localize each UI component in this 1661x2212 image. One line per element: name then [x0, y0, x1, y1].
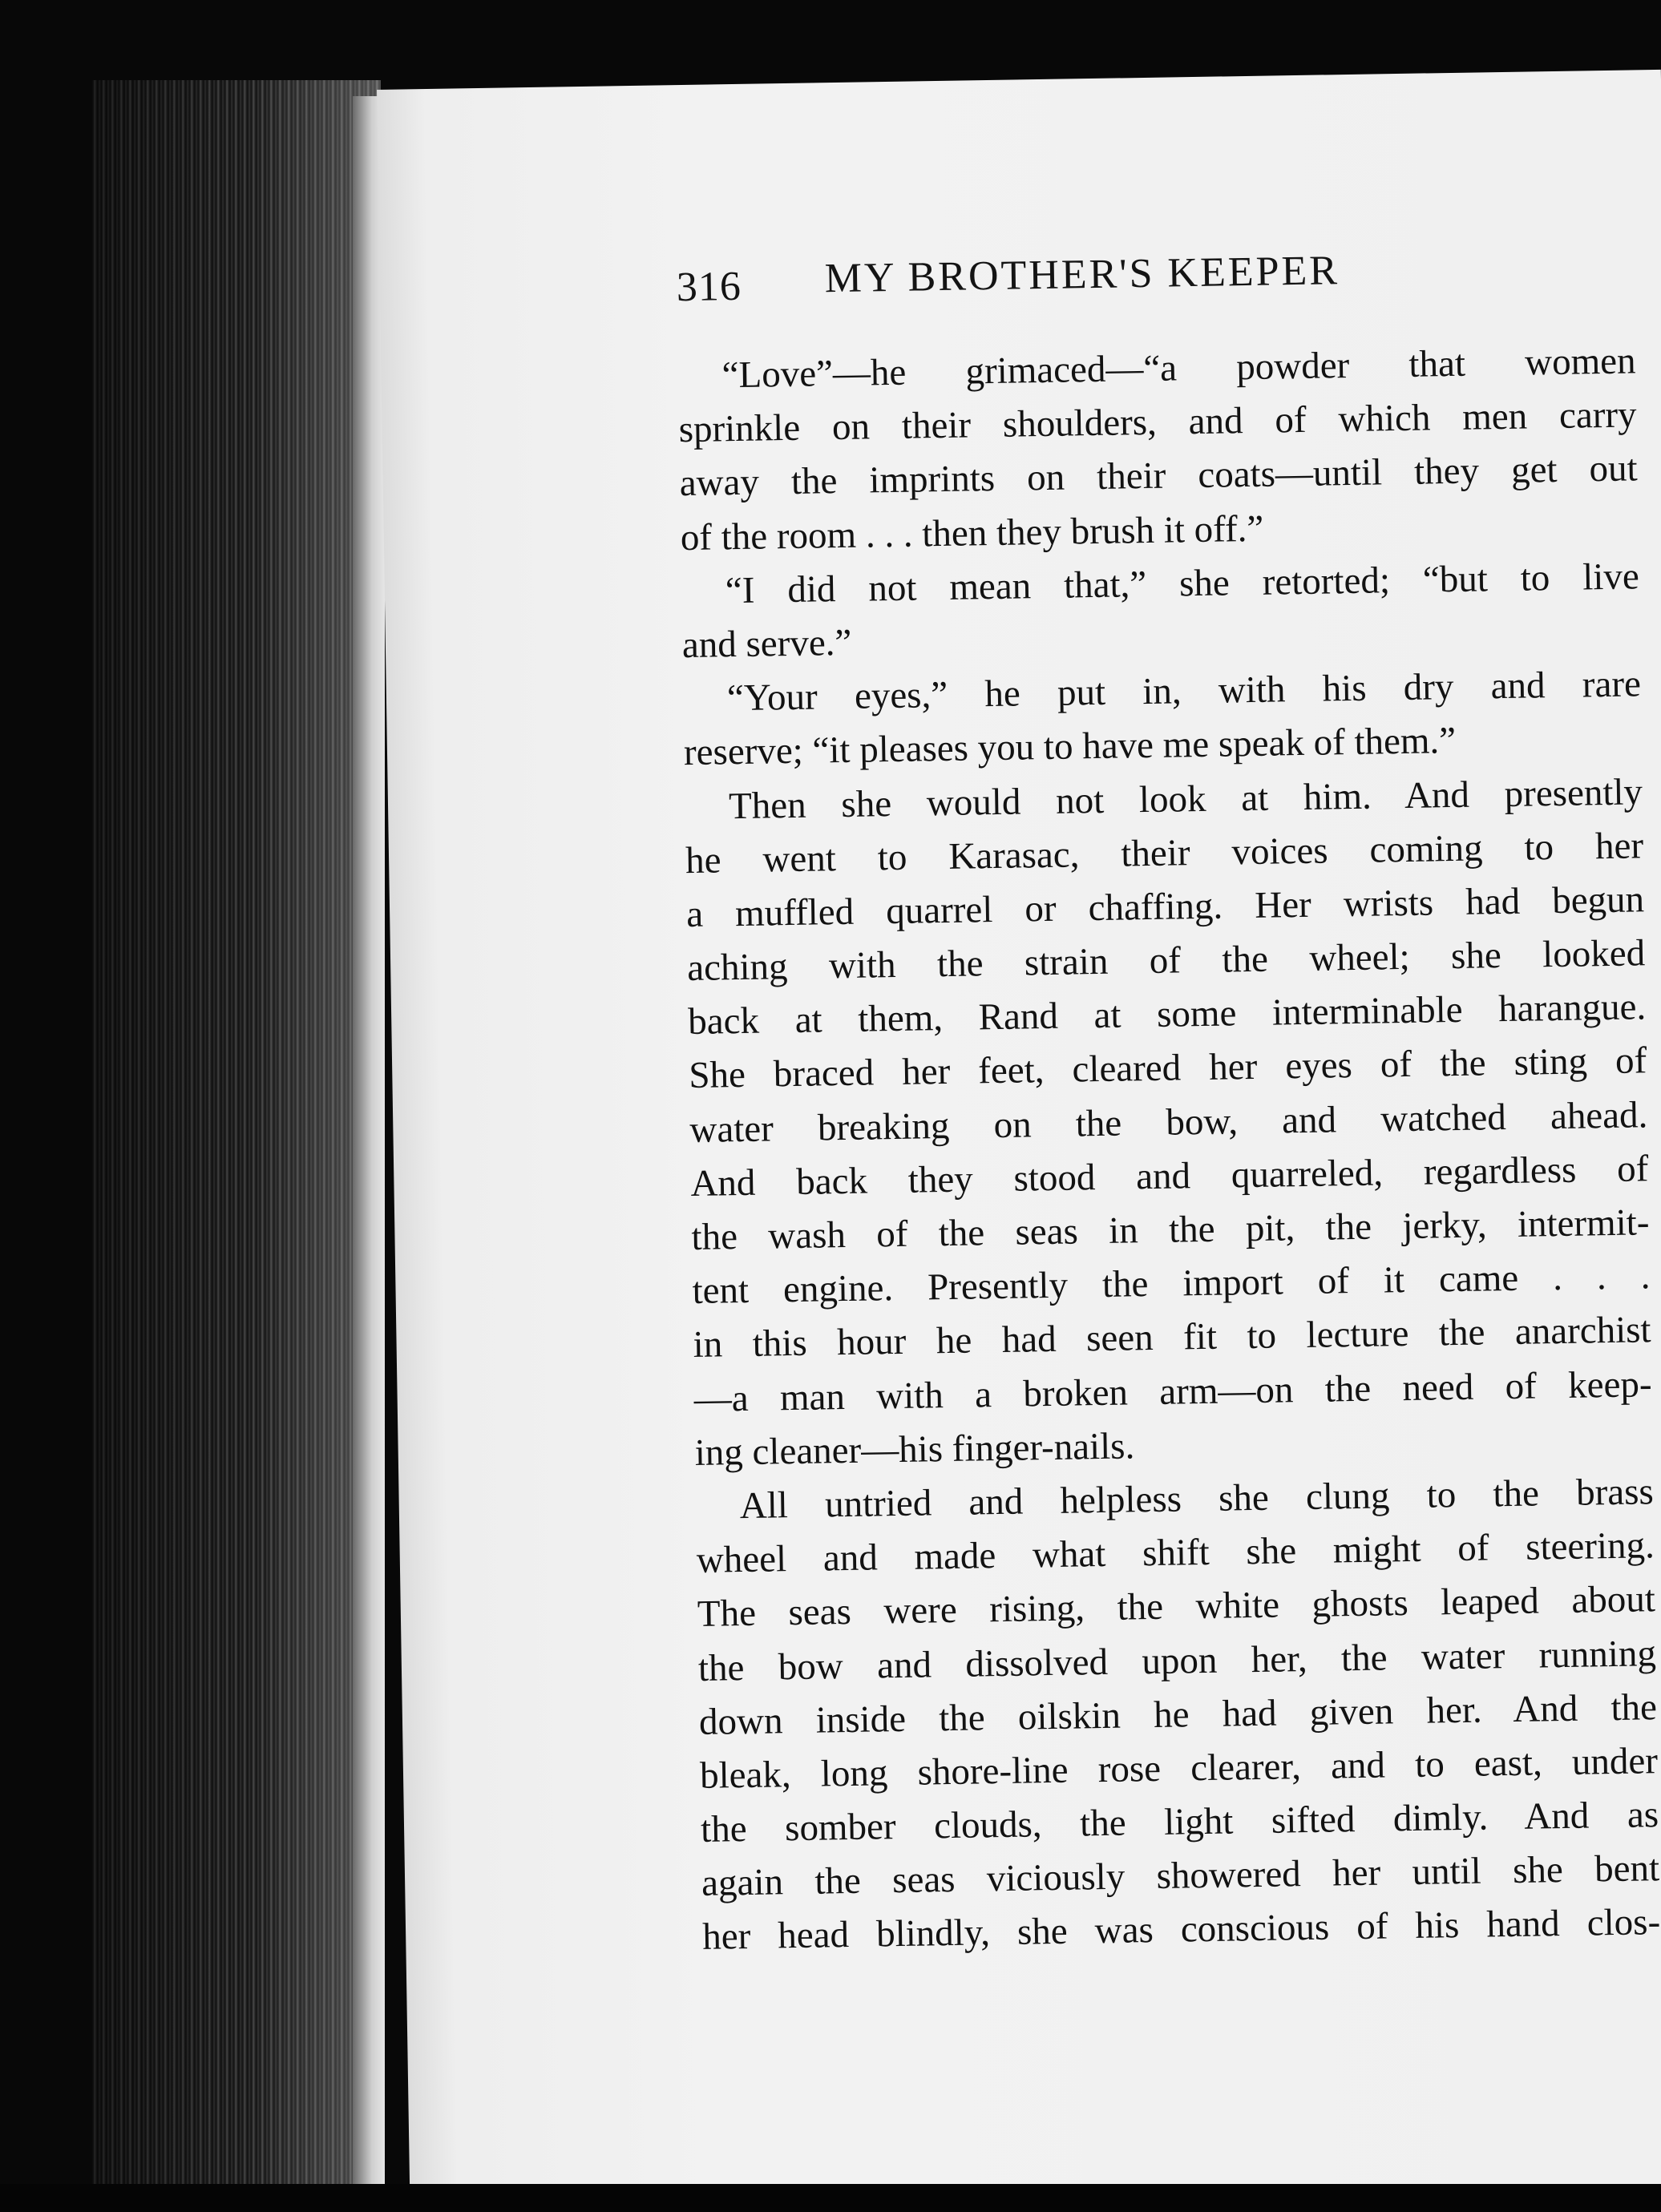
text-line: tent engine. Presently the import of it came . . . [692, 1255, 1651, 1313]
text-line: again the seas viciously showered her until she bent [701, 1847, 1660, 1905]
text-line: the wash of the seas in the pit, the jerky, intermit- [691, 1201, 1650, 1259]
text-line: All untried and helpless she clung to the brass [739, 1471, 1655, 1528]
text-line: Then she would not look at him. And presently [728, 770, 1643, 827]
text-line: her head blindly, she was conscious of his hand clos- [701, 1901, 1661, 1959]
book-page-edges [92, 80, 381, 2212]
text-line: sprinkle on their shoulders, and of which men carry [678, 394, 1637, 451]
page-header [676, 234, 1639, 337]
running-title: MY BROTHER'S KEEPER [824, 248, 1340, 302]
text-line: And back they stood and quarreled, regardless of [690, 1148, 1649, 1205]
text-line: back at them, Rand at some interminable harangue. [687, 986, 1647, 1043]
text-line: the bow and dissolved upon her, the water running [697, 1632, 1657, 1689]
text-line: he went to Karasac, their voices coming to her [685, 824, 1644, 882]
text-line: away the imprints on their coats—until they get out [679, 447, 1639, 505]
text-line: water breaking on the bow, and watched ahead. [689, 1093, 1648, 1151]
scan-bottom-border [0, 2184, 1661, 2212]
page-paper [377, 70, 1661, 2210]
text-line: down inside the oilskin he had given her. And the [698, 1685, 1658, 1743]
text-line: ing cleaner—his finger-nails. [694, 1425, 1135, 1474]
text-line: “Your eyes,” he put in, with his dry and rare [726, 663, 1642, 720]
page-number: 316 [676, 263, 742, 311]
text-line: “I did not mean that,” she retorted; “but to live [725, 555, 1640, 612]
text-line: the somber clouds, the light sifted dimly. And as [700, 1794, 1659, 1851]
text-line: “Love”—he grimaced—“a powder that women [721, 340, 1636, 397]
text-line: wheel and made what shift she might of steering. [696, 1524, 1655, 1582]
text-line: bleak, long shore-line rose clearer, and to east, under [699, 1740, 1659, 1797]
text-line: She braced her feet, cleared her eyes of the sting of [688, 1039, 1647, 1097]
text-line: and serve.” [681, 621, 852, 667]
text-line: aching with the strain of the wheel; she looked [686, 932, 1646, 990]
body-text [677, 334, 1661, 1964]
text-line: The seas were rising, the white ghosts leaped about [697, 1578, 1656, 1636]
page-edge-highlight [353, 96, 385, 2196]
text-line: in this hour he had seen fit to lecture the anarchist [693, 1309, 1651, 1366]
text-line: reserve; “it pleases you to have me speak of them.” [683, 720, 1457, 774]
text-line: —a man with a broken arm—on the need of keep- [693, 1362, 1652, 1420]
text-line: a muffled quarrel or chaffing. Her wrists had begun [685, 878, 1645, 935]
text-line: of the room . . . then they brush it off.” [680, 507, 1264, 559]
